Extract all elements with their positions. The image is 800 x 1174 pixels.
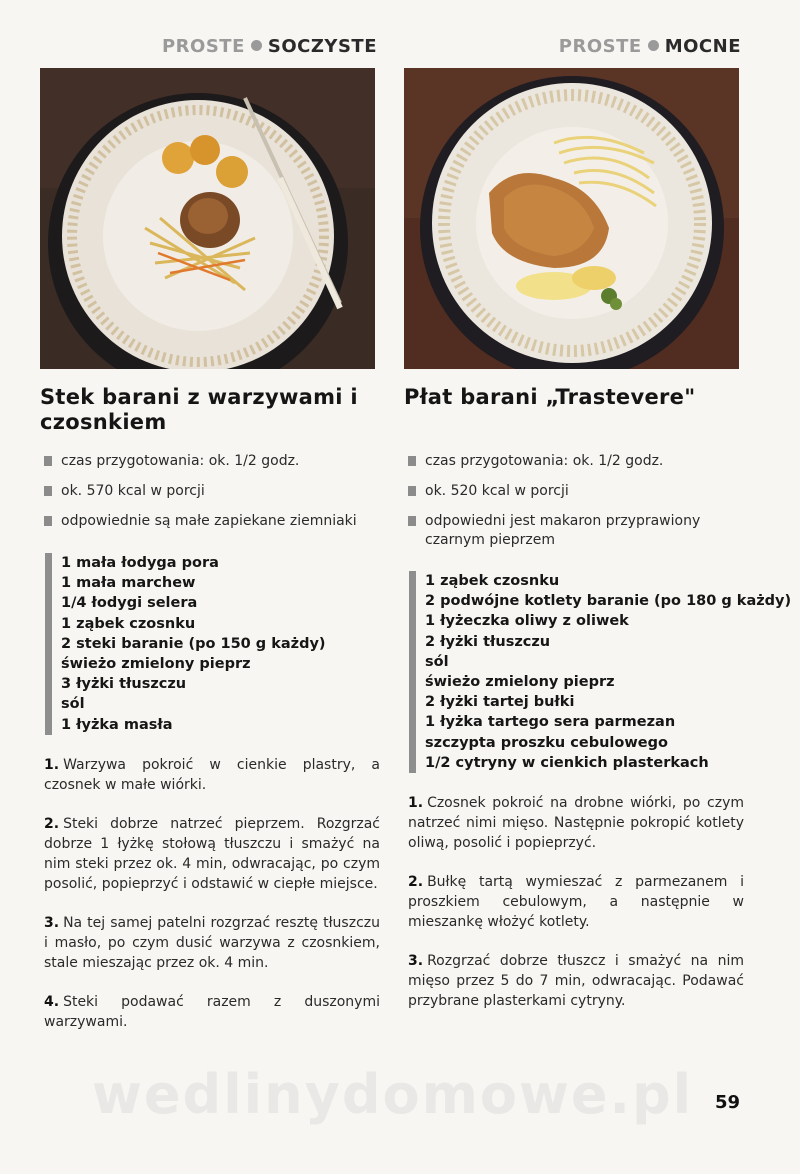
ingredient-item: 2 łyżki tartej bułki <box>425 694 575 711</box>
fact-serving-suggestion: odpowiednie są małe zapiekane ziemniaki <box>44 512 379 531</box>
step-text: Bułkę tartą wymieszać z parmezanem i proszkiem cebulowym, a następnie w mieszankę włożyć kotlety. <box>408 874 744 930</box>
recipe-title: Płat barani „Trastevere" <box>404 385 696 409</box>
fact-calories: ok. 570 kcal w porcji <box>44 482 379 501</box>
ingredient-item: 2 steki baranie (po 150 g każdy) <box>61 635 326 652</box>
fact-serving-suggestion: odpowiedni jest makaron przyprawiony czarnym pieprzem <box>408 512 743 550</box>
ingredient-item: 2 podwójne kotlety baranie (po 180 g każdy) <box>425 593 792 610</box>
ingredient-item: 1 łyżka masła <box>61 716 173 733</box>
ingredient-item: sól <box>61 696 85 713</box>
recipe-tagline <box>559 36 741 57</box>
fact-prep-time: czas przygotowania: ok. 1/2 godz. <box>408 452 743 471</box>
step-text: Steki podawać razem z duszonymi warzywami. <box>44 994 380 1030</box>
step-number: 4. <box>44 994 60 1010</box>
step-number: 3. <box>44 915 60 931</box>
ingredient-item: świeżo zmielony pieprz <box>425 674 615 691</box>
recipe-facts <box>44 452 379 542</box>
ingredient-item: 1/2 cytryny w cienkich plasterkach <box>425 754 709 771</box>
page-number: 59 <box>715 1092 741 1113</box>
ingredient-item: 2 łyżki tłuszczu <box>425 633 551 650</box>
ingredient-item: 1 łyżka tartego sera parmezan <box>425 714 676 731</box>
tagline-word-1: PROSTE <box>558 36 642 57</box>
step <box>408 872 744 932</box>
preparation-steps <box>408 793 744 1030</box>
tagline-dot-icon <box>648 40 659 51</box>
ingredient-item: 1 ząbek czosnku <box>425 573 560 589</box>
step <box>44 755 380 795</box>
recipe-facts <box>408 452 743 561</box>
step-text: Warzywa pokroić w cienkie plastry, a czosnek w małe wiórki. <box>44 757 380 793</box>
ingredient-item: 1 mała łodyga pora <box>61 555 219 571</box>
recipe-title: Stek barani z warzywami i czosnkiem <box>40 385 358 434</box>
recipe-tagline <box>162 36 377 57</box>
step <box>408 951 744 1011</box>
step-number: 2. <box>44 816 60 832</box>
ingredient-item: 1 łyżeczka oliwy z oliwek <box>425 613 629 630</box>
ingredients-list <box>45 553 326 735</box>
step <box>44 913 380 973</box>
ingredients-list <box>409 571 791 773</box>
ingredient-item: 1 mała marchew <box>61 575 196 592</box>
ingredient-item: świeżo zmielony pieprz <box>61 656 251 673</box>
step <box>408 793 744 853</box>
tagline-word-1: PROSTE <box>161 36 245 57</box>
step-text: Steki dobrze natrzeć pieprzem. Rozgrzać dobrze 1 łyżkę stołową tłuszczu i smażyć na nim steki przez ok. 4 min, odwracając, po czym posolić, popieprzyć i odstawić w ciepłe miejsce. <box>44 816 380 892</box>
fact-prep-time: czas przygotowania: ok. 1/2 godz. <box>44 452 379 471</box>
step-number: 1. <box>408 795 424 811</box>
step-text: Czosnek pokroić na drobne wiórki, po czym natrzeć nimi mięso. Następnie pokropić kotlety oliwą, posolić i popieprzyć. <box>408 795 744 851</box>
tagline-word-2: SOCZYSTE <box>267 36 377 57</box>
fact-calories: ok. 520 kcal w porcji <box>408 482 743 501</box>
step-number: 2. <box>408 874 424 890</box>
ingredient-item: 3 łyżki tłuszczu <box>61 676 187 693</box>
dish-photo-lamb-cutlet <box>404 68 739 369</box>
ingredient-item: 1/4 łodygi selera <box>61 595 198 612</box>
step-text: Rozgrzać dobrze tłuszcz i smażyć na nim mięso przez 5 do 7 min, odwracając. Podawać przybrane plasterkami cytryny. <box>408 953 744 1009</box>
step-number: 3. <box>408 953 424 969</box>
ingredient-item: 1 ząbek czosnku <box>61 615 196 632</box>
step <box>44 814 380 894</box>
ingredient-item: szczypta proszku cebulowego <box>425 734 668 751</box>
dish-photo-lamb-steak <box>40 68 375 369</box>
tagline-dot-icon <box>251 40 262 51</box>
step <box>44 992 380 1032</box>
step-text: Na tej samej patelni rozgrzać resztę tłuszczu i masło, po czym dusić warzywa z czosnkiem, stale mieszając przez ok. 4 min. <box>44 915 380 971</box>
tagline-word-2: MOCNE <box>664 36 741 57</box>
ingredient-item: sól <box>425 653 449 670</box>
preparation-steps <box>44 755 380 1051</box>
step-number: 1. <box>44 757 60 773</box>
watermark: wedlinydomowe.pl <box>92 1063 694 1126</box>
